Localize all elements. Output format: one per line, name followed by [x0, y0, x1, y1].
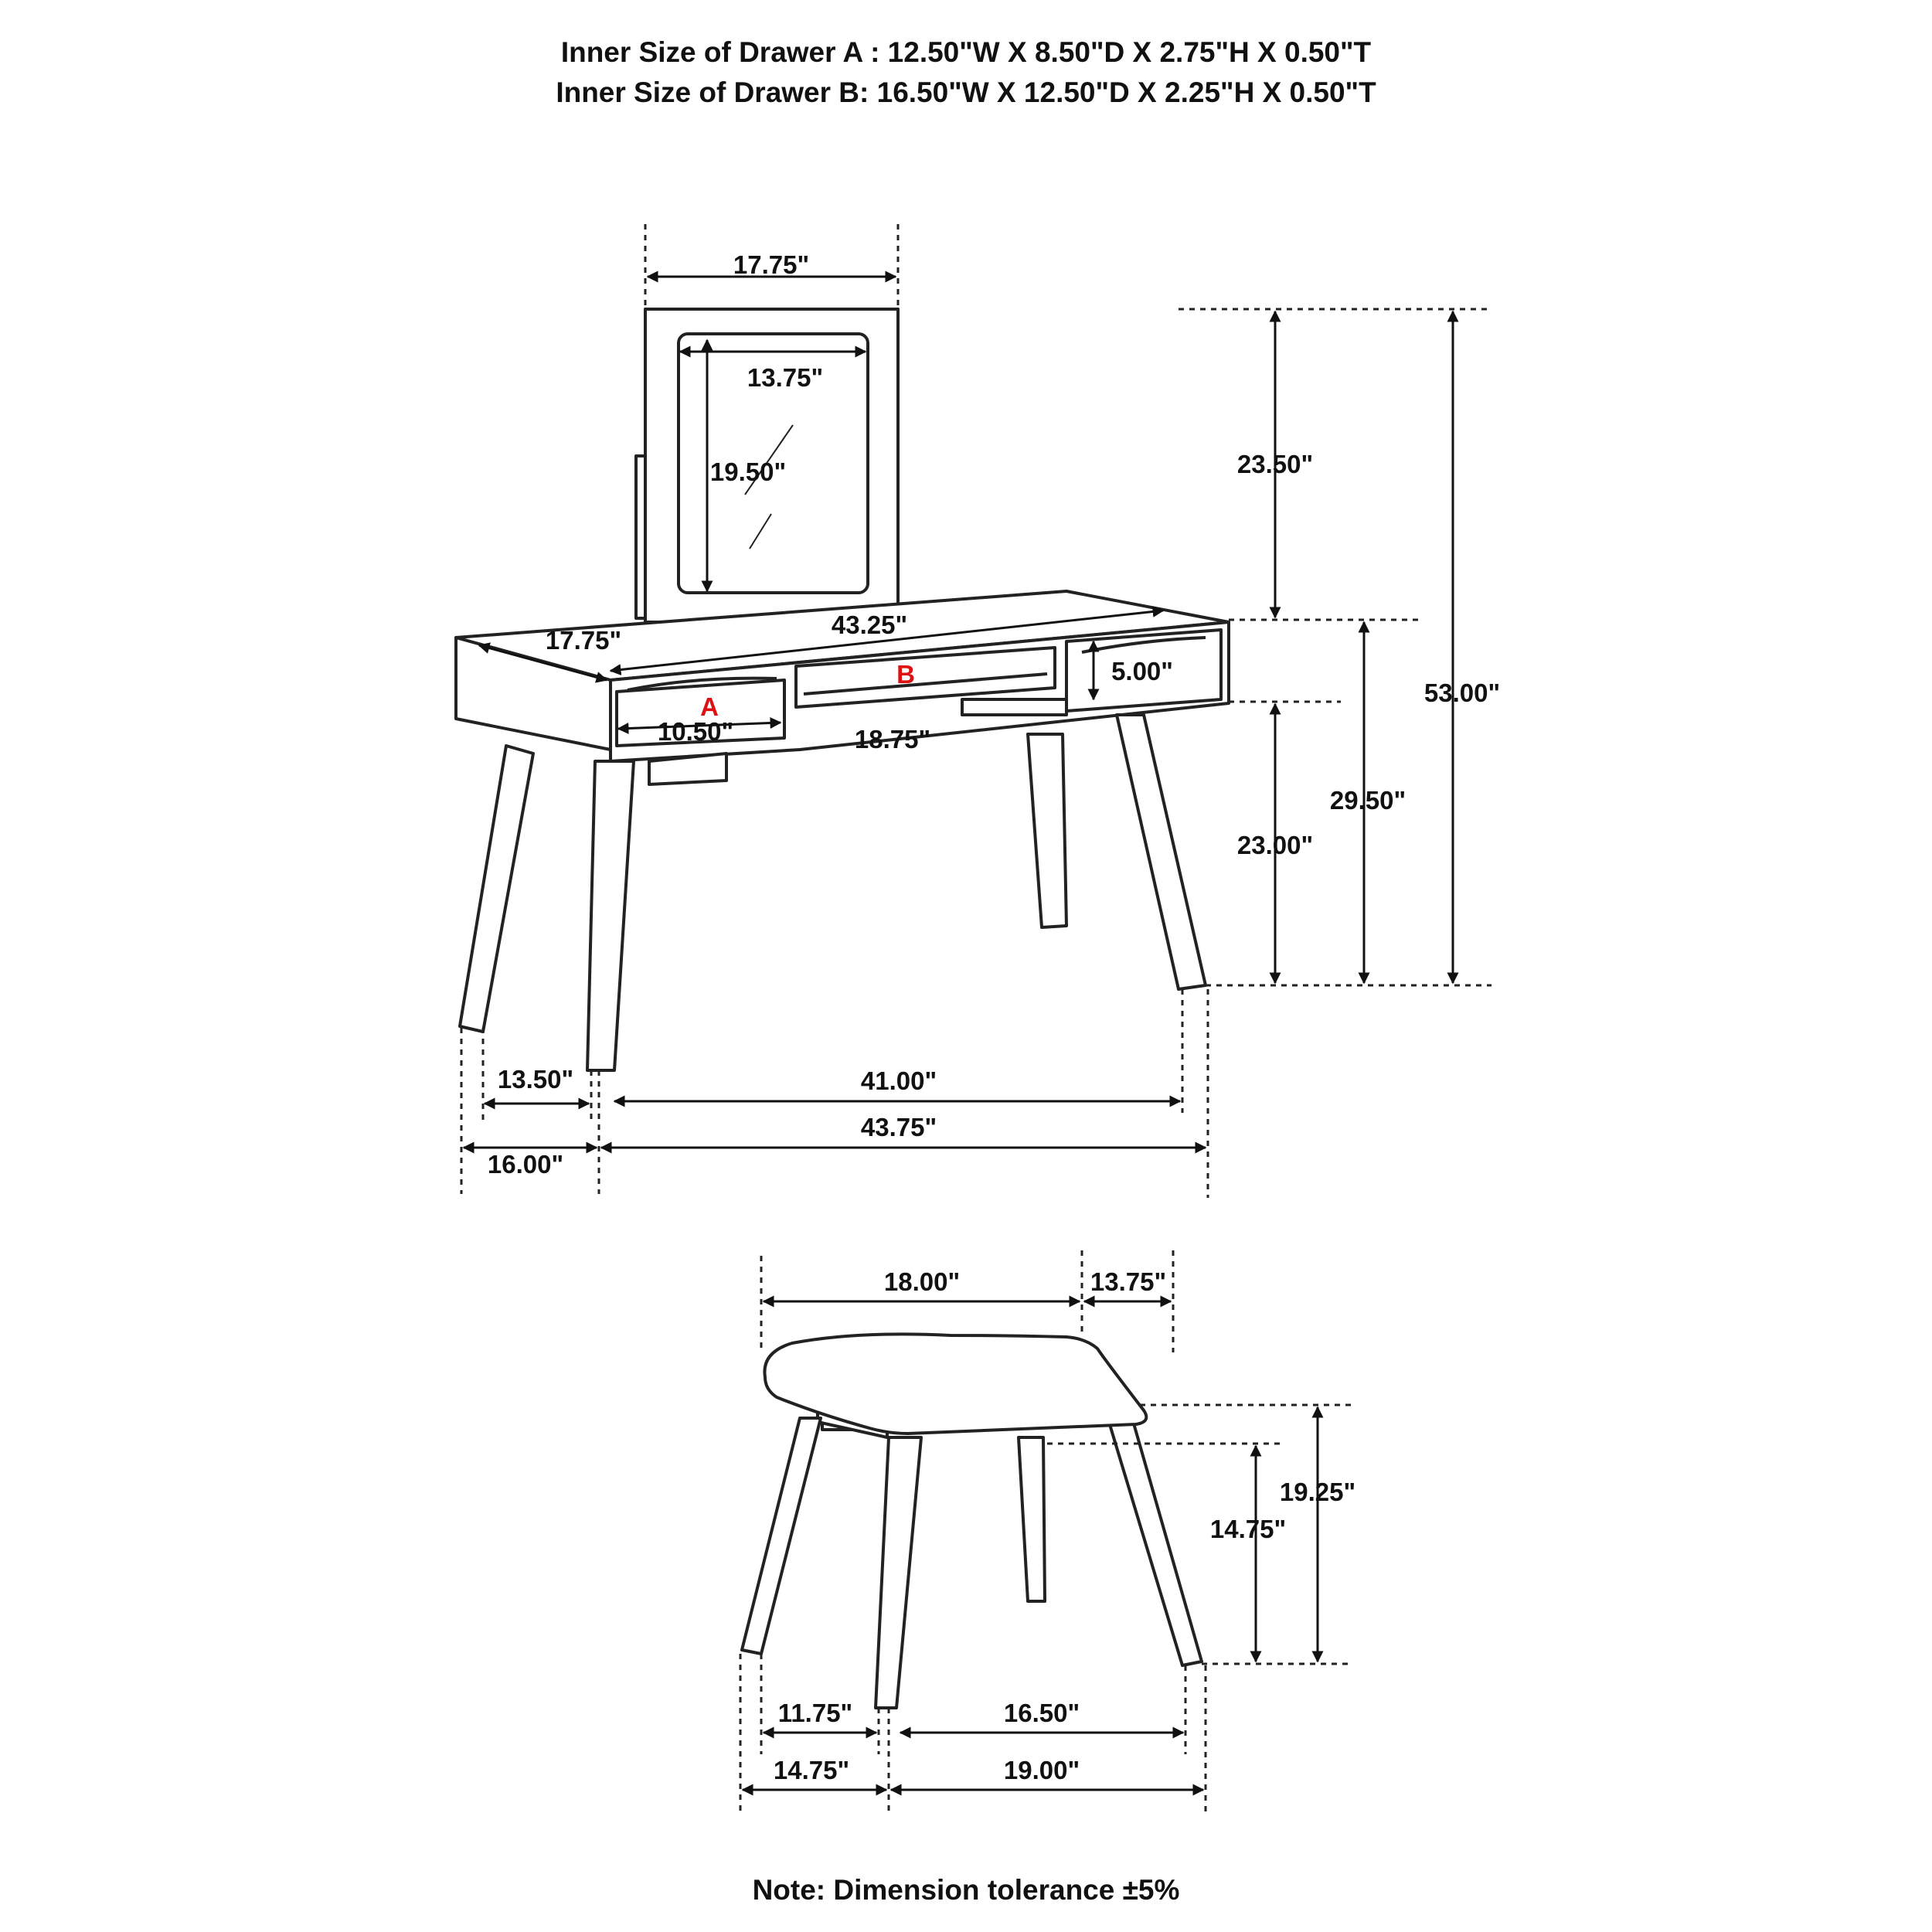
table-leg-front-right [1117, 715, 1206, 989]
label-stool-leg-side-inner: 11.75" [777, 1699, 853, 1727]
label-seat-depth: 13.75" [1090, 1267, 1167, 1296]
drawer-a-size: Inner Size of Drawer A : 12.50"W X 8.50"D X 2.75"H X 0.50"T [560, 36, 1372, 68]
mirror-support [636, 456, 645, 618]
label-stool-leg-front-outer: 19.00" [1003, 1756, 1080, 1784]
tolerance-note: Note: Dimension tolerance ±5% [752, 1874, 1180, 1906]
vanity-table-drawing [456, 309, 1229, 1070]
stool-leg-back-left [742, 1418, 821, 1654]
label-seat-width: 18.00" [883, 1267, 961, 1296]
label-stool-leg-front-inner: 16.50" [1003, 1699, 1080, 1727]
label-drawer-a-width: 10.50" [657, 717, 734, 746]
label-drawer-a: A [700, 692, 719, 721]
label-stool-leg-height: 14.75" [1209, 1515, 1287, 1543]
label-table-height: 29.50" [1329, 786, 1406, 815]
stool-drawing [742, 1334, 1202, 1708]
label-top-width: 43.25" [831, 611, 908, 639]
table-apron [962, 699, 1066, 715]
table-leg-back-right [1028, 734, 1066, 927]
stool-leg-front-left [876, 1437, 921, 1708]
table-leg-front-left [587, 761, 634, 1070]
label-mirror-width: 17.75" [733, 250, 810, 279]
label-side-drawer-height: 5.00" [1111, 657, 1173, 685]
label-mirror-height: 23.50" [1236, 450, 1314, 478]
label-leg-height: 23.00" [1236, 831, 1314, 859]
label-leg-front-inner: 41.00" [860, 1066, 937, 1095]
label-leg-side-outer: 16.00" [487, 1150, 564, 1179]
label-mirror-inner-width: 13.75" [747, 363, 824, 392]
stool-leg-back-right [1019, 1437, 1045, 1601]
drawer-b-size: Inner Size of Drawer B: 16.50"W X 12.50"D X 2.25"H X 0.50"T [556, 77, 1376, 108]
label-drawer-b: B [896, 660, 915, 689]
table-leg-back-left [460, 746, 533, 1032]
label-stool-height: 19.25" [1279, 1478, 1356, 1506]
label-total-height: 53.00" [1423, 679, 1501, 707]
label-leg-side-inner: 13.50" [497, 1065, 574, 1094]
stool-leg-front-right [1109, 1418, 1202, 1665]
label-stool-leg-side-outer: 14.75" [773, 1756, 850, 1784]
label-top-depth: 17.75" [545, 626, 622, 655]
label-mirror-inner-height: 19.50" [709, 457, 787, 486]
label-center-drawer-width: 18.75" [854, 725, 931, 753]
label-leg-front-outer: 43.75" [860, 1113, 937, 1141]
